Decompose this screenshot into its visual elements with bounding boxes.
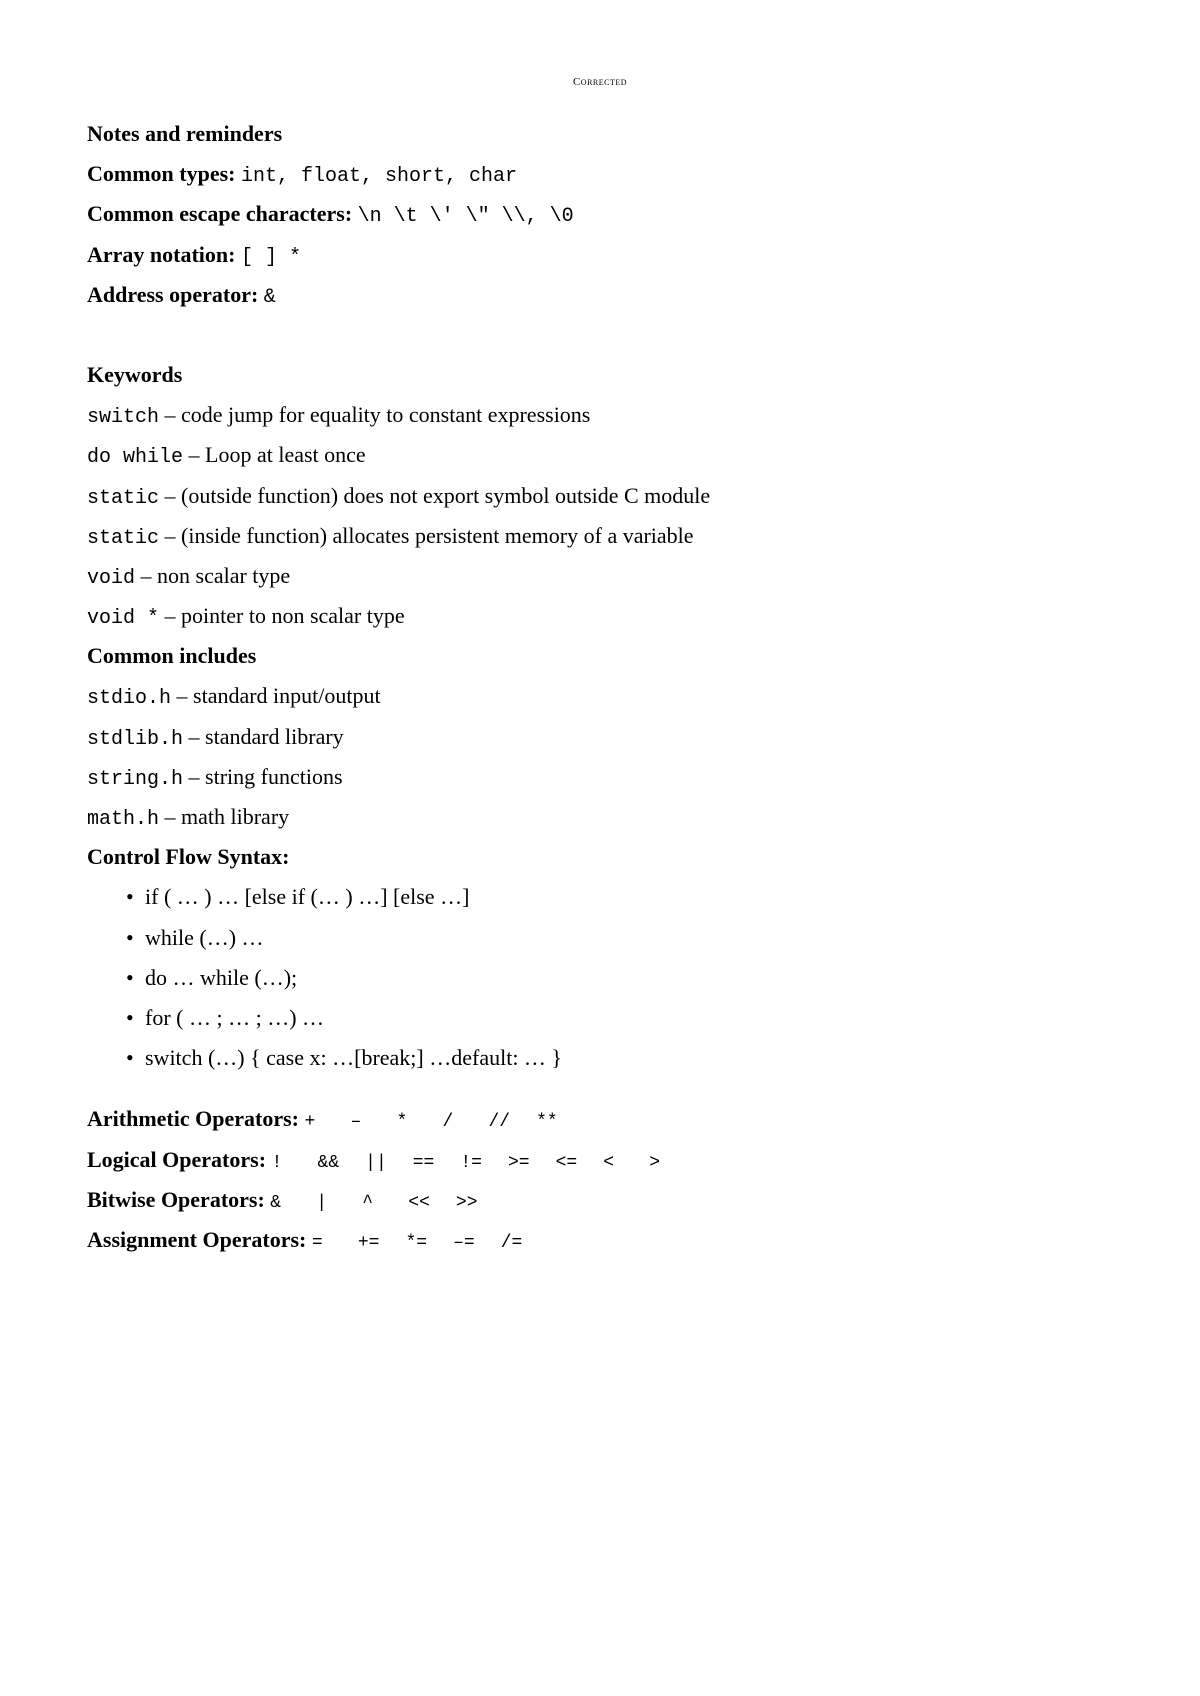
operator: <	[603, 1152, 614, 1173]
keyword-term: switch	[87, 406, 160, 430]
arithmetic-label: Arithmetic Operators:	[87, 1106, 299, 1132]
operator: //	[488, 1112, 511, 1133]
section-spacer	[87, 1078, 1147, 1099]
operator: !=	[460, 1152, 482, 1173]
operator: *=	[405, 1232, 428, 1253]
keywords-title: Keywords	[87, 361, 183, 387]
include-term: math.h	[87, 808, 160, 831]
keyword-item	[87, 516, 1147, 556]
logical-label: Logical Operators:	[87, 1146, 267, 1172]
operator: **	[536, 1112, 558, 1133]
notes-title: Notes and reminders	[87, 121, 283, 146]
keyword-desc: – non scalar type	[135, 562, 291, 588]
bitwise-label: Bitwise Operators:	[87, 1186, 265, 1212]
logical-operators-line	[87, 1140, 1147, 1180]
keyword-desc: – pointer to non scalar type	[159, 603, 405, 629]
list-item: • switch (…) { case x: …[break;] …default: … }	[145, 1038, 1147, 1078]
operator: /	[442, 1112, 454, 1133]
types-value: int, float, short, char	[241, 165, 518, 189]
address-label: Address operator:	[87, 281, 259, 307]
section-spacer	[87, 315, 1147, 355]
arithmetic-operators-line	[87, 1099, 1147, 1139]
escape-label: Common escape characters:	[87, 201, 353, 227]
include-desc: – string functions	[183, 763, 343, 789]
operator: *	[396, 1112, 408, 1133]
array-line	[87, 235, 1147, 275]
keyword-term: do while	[87, 446, 184, 470]
keyword-term: static	[87, 486, 160, 510]
operator: >=	[507, 1152, 530, 1173]
types-label: Common types:	[87, 161, 236, 187]
operator: >>	[455, 1192, 478, 1213]
operator: =	[311, 1232, 323, 1253]
bitwise-operators-line	[87, 1180, 1147, 1220]
operator: &	[270, 1192, 282, 1213]
operator: –=	[453, 1232, 475, 1253]
include-item	[87, 676, 1147, 716]
control-flow-list	[87, 877, 1147, 1078]
operator: >	[649, 1152, 660, 1173]
escape-line	[87, 194, 1147, 234]
keyword-desc: – code jump for equality to constant expressions	[159, 402, 591, 428]
keyword-desc: – Loop at least once	[183, 442, 366, 468]
operator: ||	[365, 1152, 387, 1173]
keyword-term: void	[87, 566, 136, 590]
include-term: stdio.h	[87, 687, 172, 711]
notes-content	[87, 114, 1147, 1260]
operator: –	[350, 1112, 362, 1133]
operator: <<	[408, 1192, 430, 1213]
address-value: &	[263, 285, 276, 309]
keyword-item	[87, 476, 1147, 516]
types-line	[87, 154, 1147, 194]
include-item	[87, 757, 1147, 797]
assignment-operators-line	[87, 1220, 1147, 1260]
operator: +	[304, 1112, 316, 1133]
include-item	[87, 797, 1147, 837]
keyword-item	[87, 395, 1147, 435]
list-item: • do … while (…);	[145, 958, 1147, 998]
include-desc: – standard input/output	[171, 683, 381, 709]
keyword-item	[87, 596, 1147, 636]
operator: /=	[500, 1232, 523, 1253]
keyword-desc: – (outside function) does not export symbol outside C module	[159, 482, 711, 508]
include-term: stdlib.h	[87, 727, 184, 751]
operator: !	[271, 1152, 283, 1173]
keyword-item	[87, 435, 1147, 475]
page-header: Corrected	[572, 76, 628, 88]
keyword-desc: – (inside function) allocates persistent memory of a variable	[159, 522, 694, 548]
keyword-term: void *	[87, 607, 160, 631]
list-item: • for ( … ; … ; …) …	[145, 998, 1147, 1038]
operator: <=	[555, 1152, 578, 1173]
operator: ^	[362, 1192, 374, 1213]
address-line	[87, 275, 1147, 315]
include-desc: – math library	[159, 804, 290, 829]
list-item: • while (…) …	[145, 918, 1147, 958]
include-desc: – standard library	[183, 723, 344, 749]
operator: +=	[357, 1232, 380, 1253]
keyword-term: static	[87, 526, 160, 550]
keyword-item	[87, 556, 1147, 596]
control-flow-title: Control Flow Syntax:	[87, 844, 290, 870]
includes-title: Common includes	[87, 643, 257, 669]
array-value: [ ] *	[240, 245, 301, 269]
assignment-label: Assignment Operators:	[87, 1226, 307, 1252]
escape-value: \n \t \' \" \\, \0	[357, 205, 574, 229]
operator: &&	[317, 1152, 340, 1173]
operator: ==	[412, 1152, 435, 1173]
operator: |	[316, 1192, 328, 1213]
include-item	[87, 717, 1147, 757]
list-item: • if ( … ) … [else if (… ) …] [else …]	[145, 877, 1147, 917]
array-label: Array notation:	[87, 241, 236, 267]
include-term: string.h	[87, 767, 184, 791]
